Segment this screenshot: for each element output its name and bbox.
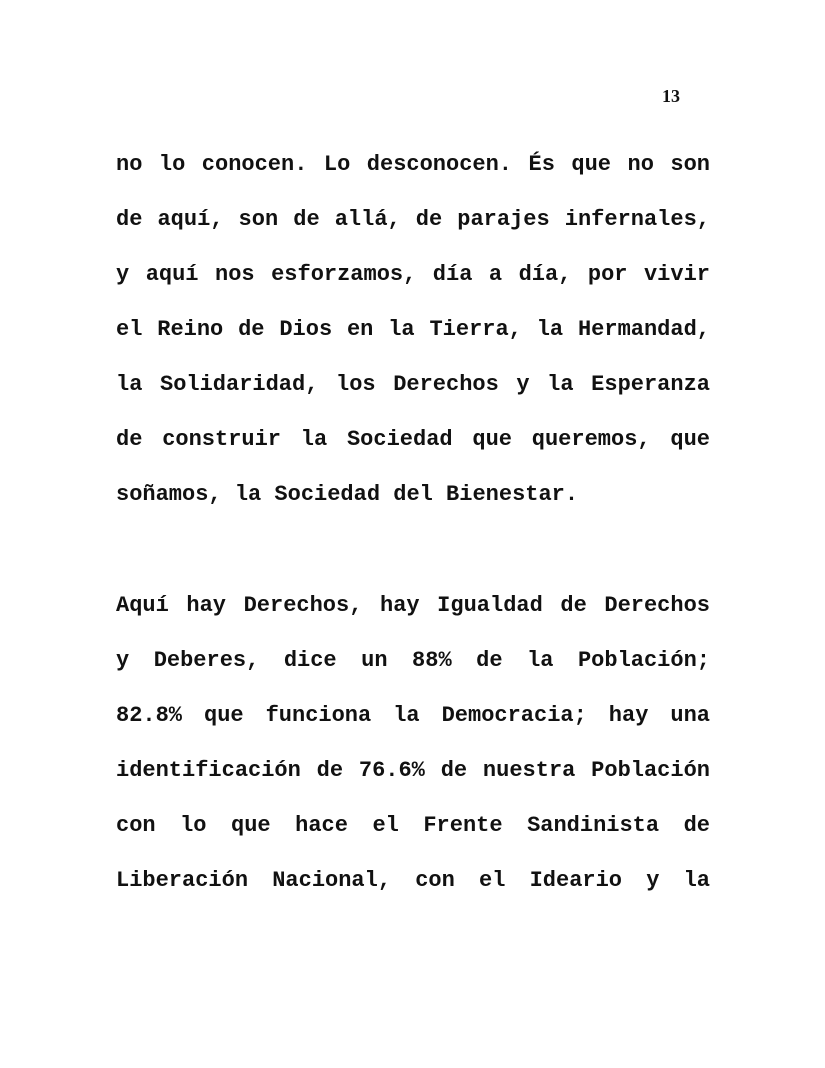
page-number: 13 [662, 86, 680, 106]
text-line: soñamos, la Sociedad del Bienestar. [116, 482, 579, 507]
text-line: Liberación Nacional, con el Ideario y la [116, 868, 710, 893]
text-line: y Deberes, dice un 88% de la Población; [116, 648, 710, 673]
text-line: identificación de 76.6% de nuestra Población [116, 758, 710, 783]
text-line: Aquí hay Derechos, hay Igualdad de Derechos [116, 593, 710, 618]
text-line: y aquí nos esforzamos, día a día, por vivir [116, 262, 710, 287]
text-line: 82.8% que funciona la Democracia; hay una [116, 703, 710, 728]
text-line: no lo conocen. Lo desconocen. És que no son [116, 152, 710, 177]
text-line: de construir la Sociedad que queremos, que [116, 427, 710, 452]
text-line: la Solidaridad, los Derechos y la Esperanza [116, 372, 710, 397]
text-line: de aquí, son de allá, de parajes infernales, [116, 207, 710, 232]
text-line: el Reino de Dios en la Tierra, la Hermandad, [116, 317, 710, 342]
text-line: con lo que hace el Frente Sandinista de [116, 813, 710, 838]
